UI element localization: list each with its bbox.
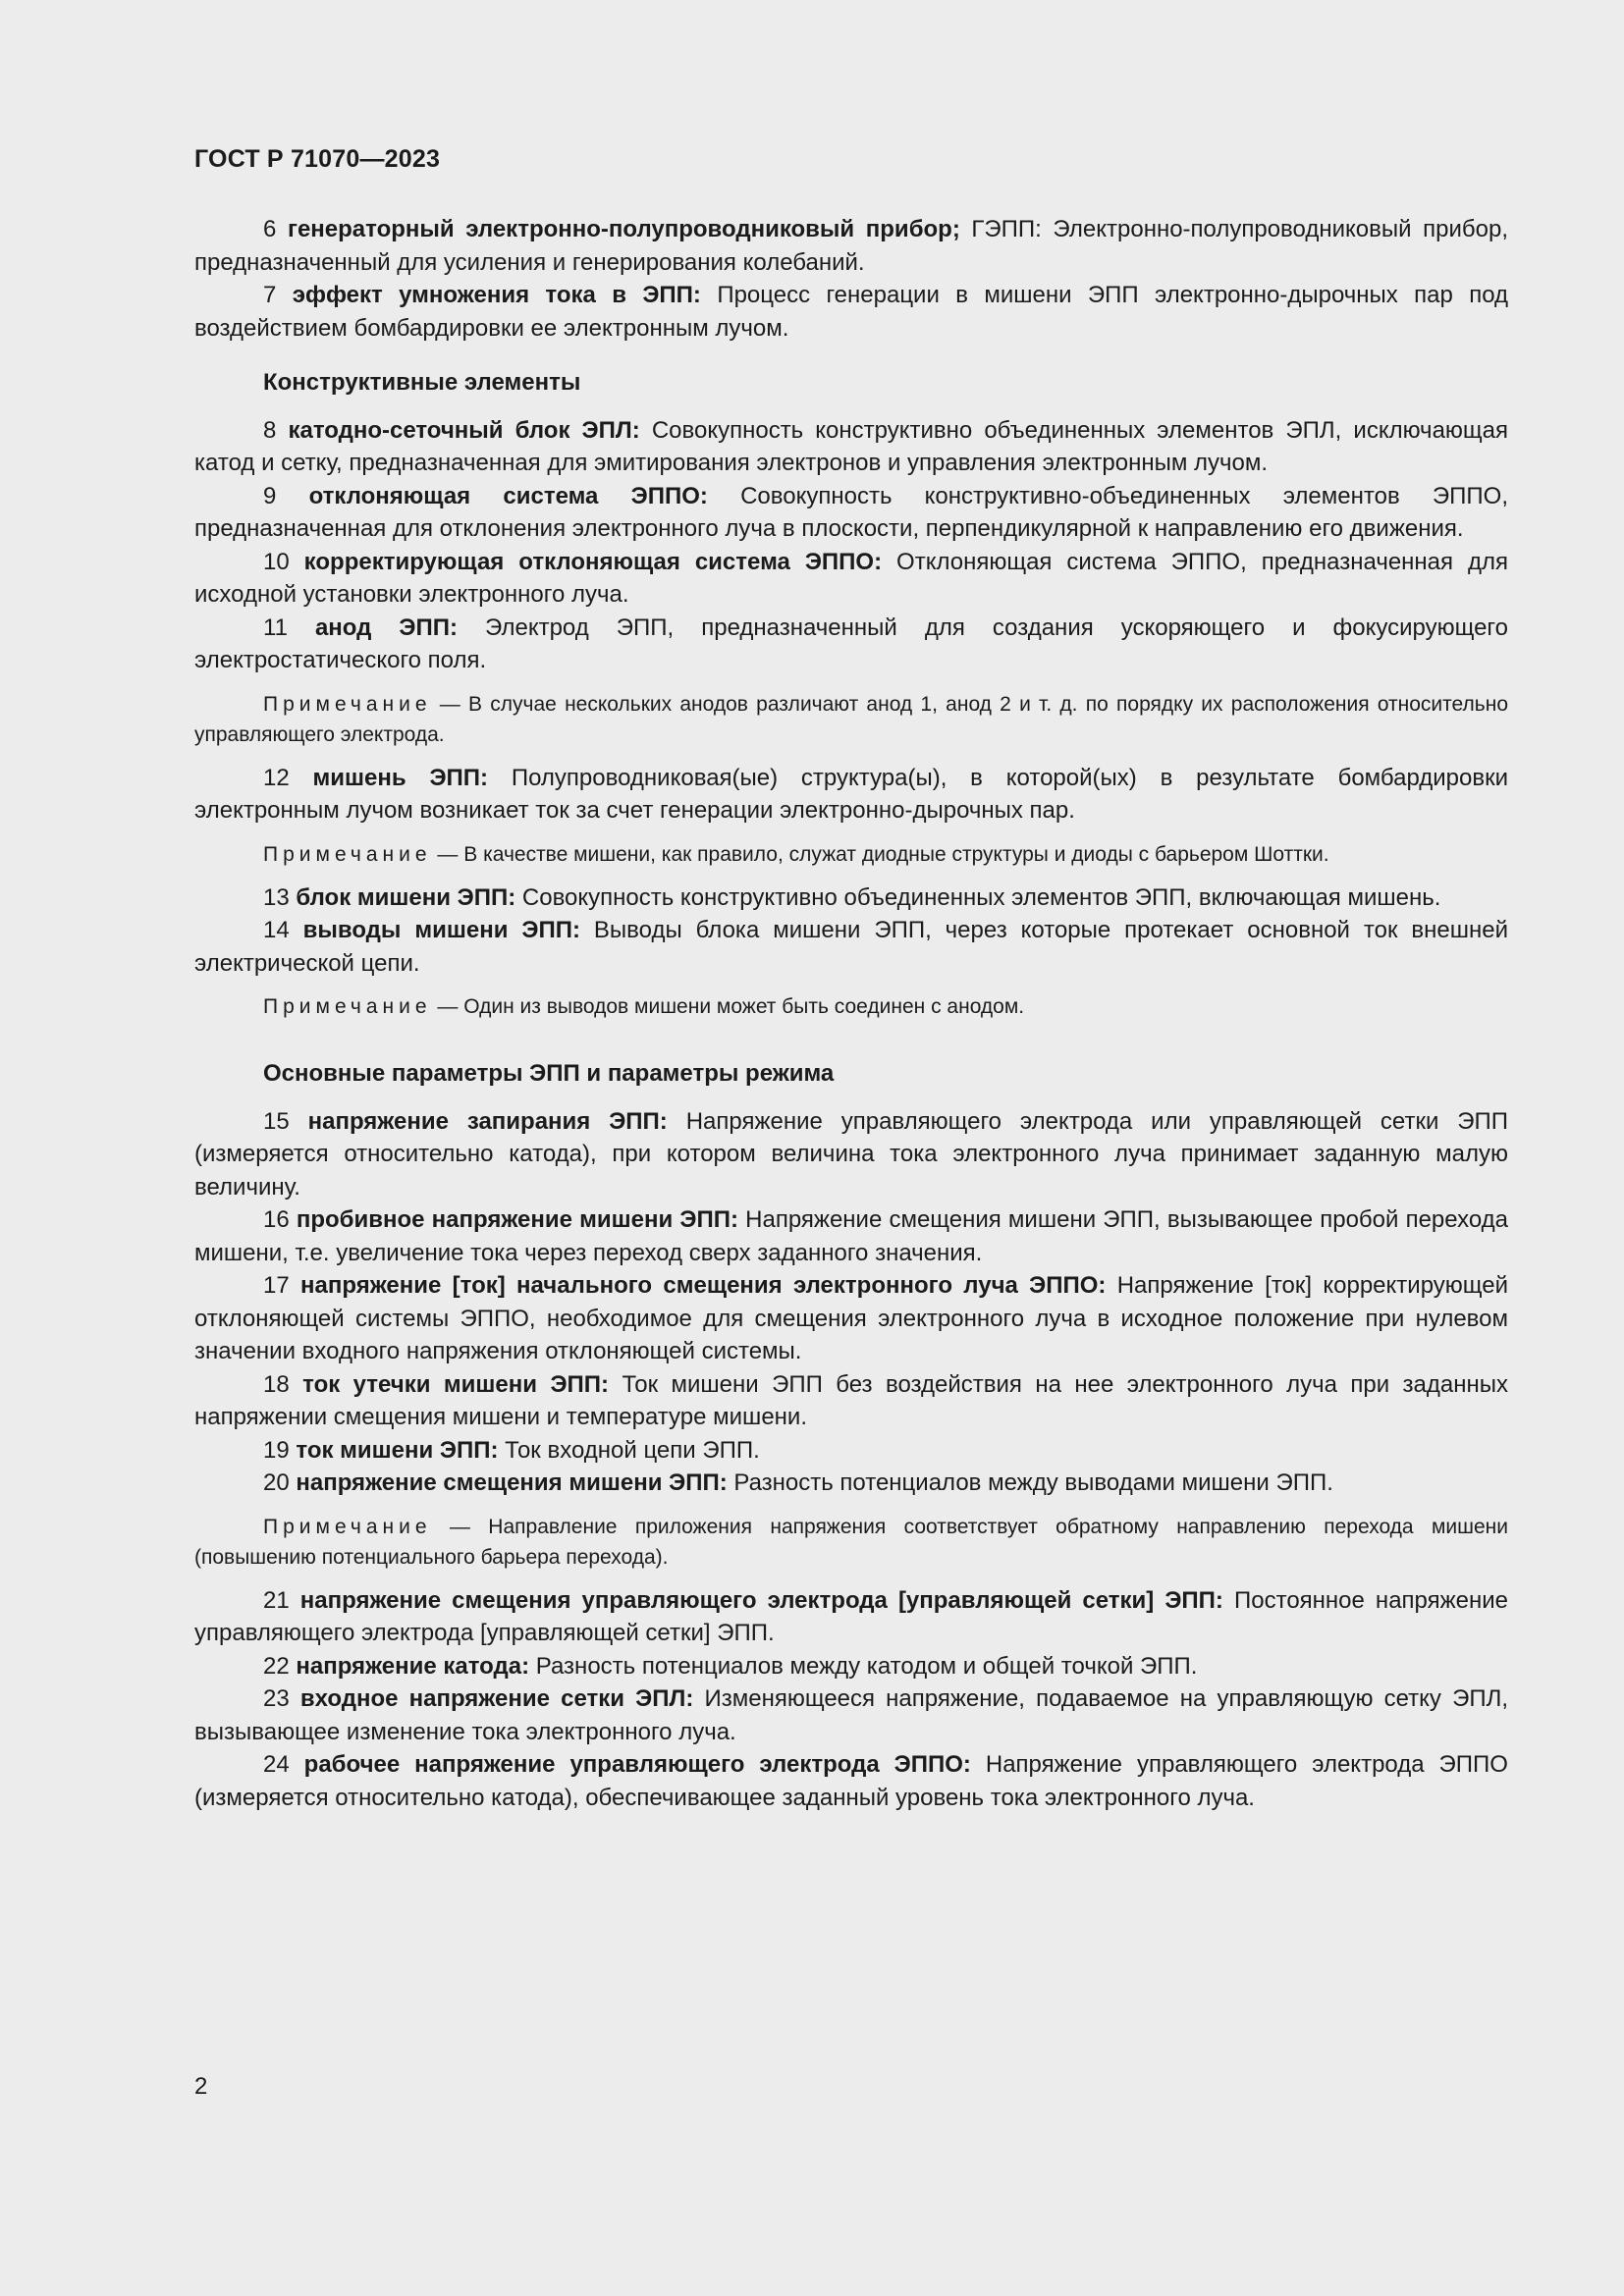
entry-definition: Совокупность конструктивно объединенных элементов ЭПЛ, исключающая катод и сетку, предназначенная для эмитирования электронов и управления электронным лучом. [194, 416, 1509, 476]
entry-term: мишень ЭПП: [312, 764, 489, 791]
term-entry [194, 414, 1508, 480]
entry-number: 23 [263, 1685, 290, 1712]
note: Примечание — Направление приложения напряжения соответствует обратному направлению перехода мишени (повышению потенциального барьера перехода). [194, 1515, 1508, 1569]
entry-definition: Постоянное напряжение управляющего электрода [управляющей сетки] ЭПП. [194, 1586, 1509, 1646]
entry-number: 17 [263, 1272, 290, 1299]
page-number: 2 [194, 2073, 208, 2100]
term-entry [194, 914, 1508, 980]
document-body [194, 213, 1508, 1814]
entry-term: ток утечки мишени ЭПП: [302, 1370, 610, 1398]
entry-definition: Ток мишени ЭПП без воздействия на нее электронного луча при заданных напряжении смещения мишени и температуре мишени. [194, 1370, 1508, 1430]
section-title: Основные параметры ЭПП и параметры режима [263, 1060, 835, 1087]
term-entry [194, 1748, 1508, 1814]
entry-definition: Напряжение управляющего электрода ЭППО (измеряется относительно катода), обеспечивающее заданный уровень тока электронного луча. [194, 1751, 1508, 1811]
term-entry [194, 1368, 1508, 1434]
entry-term: блок мишени ЭПП: [296, 883, 516, 911]
term-entry [194, 1269, 1508, 1368]
entry-term: входное напряжение сетки ЭПЛ: [299, 1685, 694, 1712]
entry-term: рабочее напряжение управляющего электрода ЭППО: [303, 1751, 971, 1778]
entry-term: напряжение смещения мишени ЭПП: [296, 1469, 728, 1496]
entry-number: 8 [263, 416, 277, 444]
note-text: В качестве мишени, как правило, служат диодные структуры и диоды с барьером Шоттки. [463, 842, 1329, 866]
term-entry [194, 1203, 1508, 1269]
entry-number: 9 [263, 482, 277, 509]
entry-number: 20 [263, 1469, 290, 1496]
entry-term: катодно-сеточный блок ЭПЛ: [288, 416, 640, 444]
term-entry [194, 1584, 1508, 1650]
entry-number: 15 [263, 1107, 290, 1135]
term-entry [194, 612, 1508, 677]
term-entry [194, 1650, 1508, 1683]
entry-number: 12 [263, 764, 290, 791]
term-entry [194, 279, 1508, 345]
entry-definition: Разность потенциалов между катодом и общей точкой ЭПП. [535, 1652, 1198, 1680]
entry-term: пробивное напряжение мишени ЭПП: [296, 1206, 738, 1233]
note-label: Примечание [263, 692, 432, 716]
entry-term: корректирующая отклоняющая система ЭППО: [303, 548, 883, 575]
entry-term: анод ЭПП: [314, 614, 458, 641]
entry-definition: Процесс генерации в мишени ЭПП электронно-дырочных пар под воздействием бомбардировки ее электронным лучом. [194, 282, 1509, 342]
entry-definition: Ток входной цепи ЭПП. [505, 1436, 760, 1464]
entry-definition: Напряжение [ток] корректирующей отклоняющей системы ЭППО, необходимое для смещения электронного луча в исходное положение при нулевом значении входного напряжения отклоняющей системы. [194, 1272, 1509, 1364]
entry-number: 21 [263, 1586, 290, 1614]
entry-definition: Совокупность конструктивно-объединенных элементов ЭППО, предназначенная для отклонения электронного луча в плоскости, перпендикулярной к направлению его движения. [194, 482, 1508, 542]
entry-term: напряжение запирания ЭПП: [307, 1107, 668, 1135]
entry-term: эффект умножения тока в ЭПП: [292, 282, 701, 308]
note-text: В случае нескольких анодов различают анод 1, анод 2 и т. д. по порядку их расположения относительно управляющего электрода. [194, 692, 1508, 746]
entry-definition: Напряжение управляющего электрода или управляющей сетки ЭПП (измеряется относительно катода), при котором величина тока электронного луча принимает заданную малую величину. [194, 1107, 1509, 1201]
entry-definition: Совокупность конструктивно объединенных элементов ЭПП, включающая мишень. [521, 883, 1441, 911]
entry-number: 7 [263, 282, 277, 308]
entry-number: 19 [263, 1436, 290, 1464]
entry-term: напряжение катода: [296, 1652, 530, 1680]
entry-number: 24 [263, 1751, 290, 1778]
term-entry [194, 1682, 1508, 1748]
term-entry [194, 1434, 1508, 1468]
entry-definition: Выводы блока мишени ЭПП, через которые протекает основной ток внешней электрической цепи. [194, 917, 1509, 977]
entry-term: отклоняющая система ЭППО: [308, 482, 708, 509]
note-text: Один из выводов мишени может быть соединен с анодом. [463, 995, 1025, 1018]
note-label: Примечание [263, 1515, 432, 1538]
entry-number: 14 [263, 917, 290, 943]
term-entry [194, 480, 1508, 546]
term-entry [194, 762, 1508, 828]
entry-term: генераторный электронно-полупроводниковый прибор; [287, 216, 960, 242]
note: Примечание — В случае нескольких анодов различают анод 1, анод 2 и т. д. по порядку их расположения относительно управляющего электрода. [194, 692, 1508, 746]
entry-definition: Полупроводниковая(ые) структура(ы), в которой(ых) в результате бомбардировки электронным лучом возникает ток за счет генерации электронно-дырочных пар. [194, 764, 1509, 824]
entry-number: 11 [263, 614, 288, 641]
note-label: Примечание [263, 995, 432, 1018]
term-entry [194, 1105, 1508, 1204]
entry-definition: Изменяющееся напряжение, подаваемое на управляющую сетку ЭПЛ, вызывающее изменение тока электронного луча. [194, 1685, 1509, 1745]
entry-number: 16 [263, 1206, 290, 1233]
entry-definition: ГЭПП: Электронно-полупроводниковый прибор, предназначенный для усиления и генерирования колебаний. [194, 216, 1508, 276]
entry-term: выводы мишени ЭПП: [302, 917, 580, 943]
entry-term: ток мишени ЭПП: [296, 1436, 499, 1464]
entry-number: 10 [263, 548, 290, 575]
entry-number: 6 [263, 216, 277, 242]
entry-definition: Напряжение смещения мишени ЭПП, вызывающее пробой перехода мишени, т.е. увеличение тока через переход сверх заданного значения. [194, 1206, 1508, 1266]
entry-definition: Электрод ЭПП, предназначенный для создания ускоряющего и фокусирующего электростатического поля. [194, 614, 1509, 673]
note: Примечание — В качестве мишени, как правило, служат диодные структуры и диоды с барьером Шоттки. [263, 842, 1329, 866]
note: Примечание — Один из выводов мишени может быть соединен с анодом. [263, 995, 1025, 1018]
entry-number: 22 [263, 1652, 290, 1680]
note-label: Примечание [263, 842, 432, 866]
entry-definition: Отклоняющая система ЭППО, предназначенная для исходной установки электронного луча. [194, 548, 1508, 608]
section-title: Конструктивные элементы [263, 369, 581, 396]
term-entry [194, 213, 1508, 279]
term-entry [194, 546, 1508, 612]
note-text: Направление приложения напряжения соответствует обратному направлению перехода мишени (повышению потенциального барьера перехода). [194, 1515, 1508, 1569]
entry-term: напряжение [ток] начального смещения электронного луча ЭППО: [300, 1272, 1107, 1299]
entry-number: 13 [263, 883, 290, 911]
term-entry [194, 1467, 1508, 1500]
document-header: ГОСТ Р 71070—2023 [194, 145, 441, 173]
term-entry [194, 881, 1508, 915]
entry-definition: Разность потенциалов между выводами мишени ЭПП. [733, 1469, 1333, 1496]
entry-number: 18 [263, 1370, 290, 1398]
entry-term: напряжение смещения управляющего электрода [управляющей сетки] ЭПП: [299, 1586, 1223, 1614]
